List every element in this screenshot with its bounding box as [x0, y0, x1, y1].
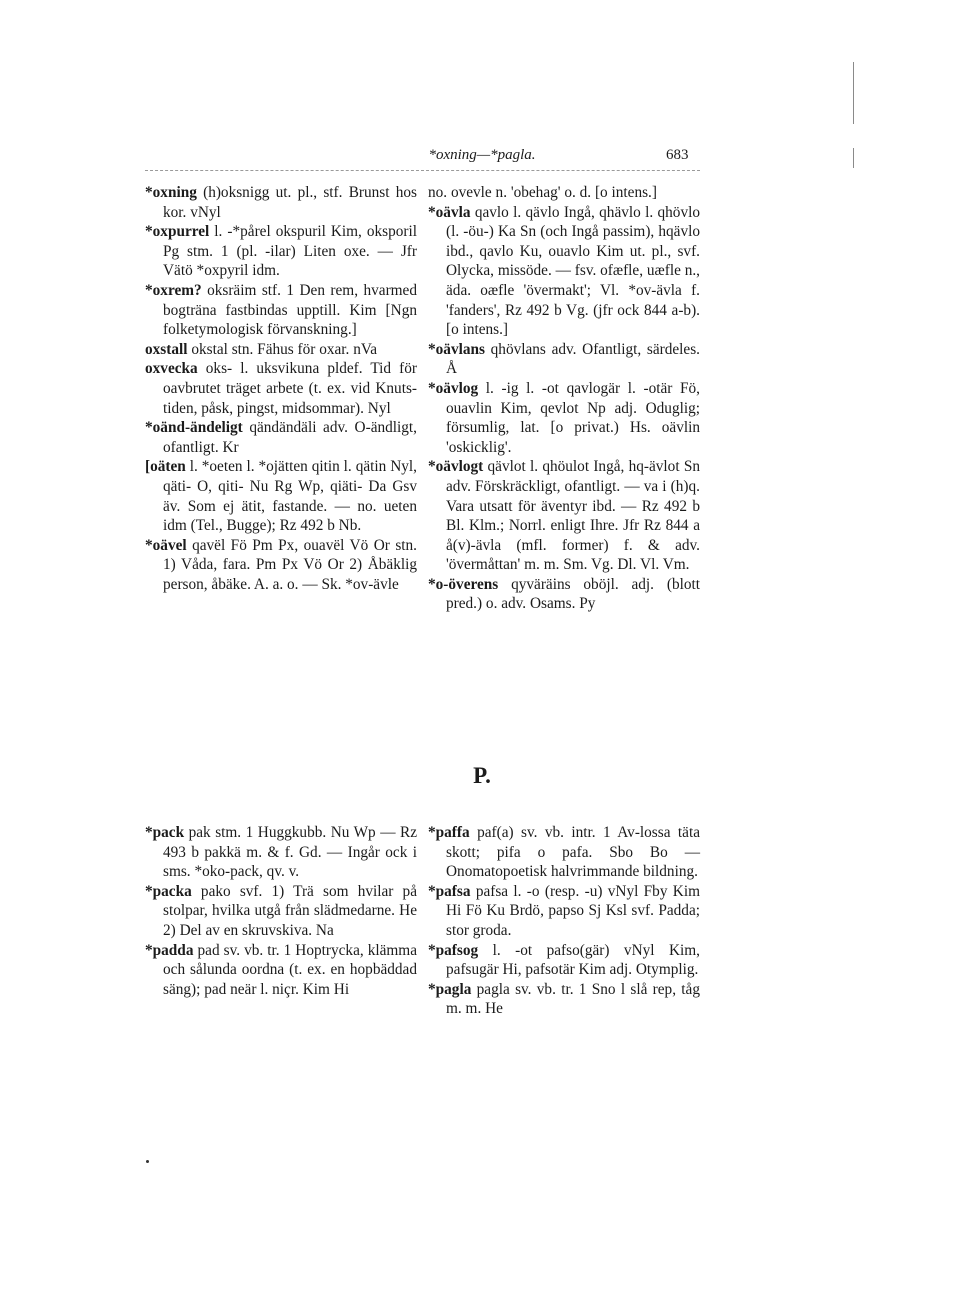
entry-definition: l. -ot pafso(gär) vNyl Kim, pafsugär Hi, pafsotär Kim adj. Otymplig. [446, 941, 700, 979]
dictionary-entry [428, 379, 700, 457]
entry-headword: *oxrem? [145, 281, 202, 299]
entry-definition: pad sv. vb. tr. 1 Hoptrycka, klämma och sålunda oordna (t. ex. en hopbäddad säng); pad neär l. niçr. Kim Hi [163, 941, 417, 998]
entry-definition: l. -*pårel okspuril Kim, oksporil Pg stm. 1 (pl. -ilar) Liten oxe. — Jfr Vätö *oxpyril idm. [163, 223, 417, 280]
entry-headword: *oävlog [428, 379, 479, 397]
entry-definition: qyväräins oböjl. adj. (blott pred.) o. adv. Osams. Py [446, 575, 700, 613]
column-left-p [145, 823, 417, 999]
entry-definition: pako svf. 1) Trä som hvilar på stolpar, hvilka utgå från slädmedarne. He 2) Del av en skruvskiva. Na [163, 882, 417, 939]
entry-headword: *oxning [145, 184, 197, 201]
edge-mark-lower [853, 148, 854, 168]
dictionary-entry [145, 823, 417, 882]
dictionary-entry [145, 457, 417, 535]
dictionary-entry [145, 359, 417, 418]
section-letter-heading: P. [473, 763, 491, 788]
running-header-title: *oxning—*pagla. [428, 147, 536, 163]
header-rule [145, 170, 700, 171]
entry-definition: no. ovevle n. 'obehag' o. d. [o intens.] [428, 184, 657, 201]
dictionary-entry [145, 340, 417, 360]
entry-headword: *oävel [145, 536, 187, 554]
entry-definition: l. *oeten l. *ojätten qitin l. qätin Nyl, qäti- O, qiti- Nu Rg Wp, qiäti- Da Gsv äv. Som ej ätit, fastande. — no. ueten idm (Tel., Bugge); Rz 492 b Nb. [163, 458, 417, 535]
entry-definition: pafsa l. -o (resp. -u) vNyl Fby Kim Hi Fö Ku Brdö, papso Sj Ksl svf. Padda; stor groda. [446, 882, 700, 939]
entry-headword: *oävlans [428, 340, 485, 358]
dictionary-entry [428, 980, 700, 1019]
entry-headword: *padda [145, 941, 194, 959]
entry-headword: oxvecka [145, 360, 198, 378]
entry-headword: [oäten [145, 458, 186, 476]
entry-definition: oksräim stf. 1 Den rem, hvarmed bogträna fastbindas upptill. Kim [Ngn folketymologisk förvanskning.] [163, 281, 417, 339]
dictionary-entry [145, 183, 417, 222]
page-number: 683 [666, 147, 689, 163]
column-right-p [428, 823, 700, 1019]
entry-headword: *paffa [428, 824, 470, 841]
dictionary-entry [428, 823, 700, 882]
dictionary-entry [145, 882, 417, 941]
entry-definition: okstal stn. Fähus för oxar. nVa [187, 340, 377, 358]
dictionary-entry [428, 457, 700, 575]
column-left-top [145, 183, 417, 594]
dictionary-entry [428, 575, 700, 614]
entry-definition: qändändäli adv. O-ändligt, ofantligt. Kr [163, 419, 417, 456]
entry-definition: qhövlans adv. Ofantligt, särdeles. Å [446, 340, 700, 378]
entry-definition: oks- l. uksvikuna pldef. Tid för oavbrutet träget arbete (t. ex. vid Knuts-tiden, påsk, pingst, midsommar). Nyl [163, 360, 417, 417]
entry-headword: *pafsog [428, 941, 479, 959]
dictionary-entry [145, 941, 417, 1000]
entry-definition: qavël Fö Pm Px, ouavël Vö Or stn. 1) Våda, fara. Pm Px Vö Or 2) Åbäklig person, åbäke. A. a. o. — Sk. *ov-ävle [163, 536, 417, 593]
dictionary-entry [428, 203, 700, 340]
entry-definition: pagla sv. vb. tr. 1 Sno l slå rep, tåg m. m. He [446, 980, 700, 1018]
dictionary-entry [145, 222, 417, 281]
entry-headword: *oävla [428, 203, 471, 221]
edge-mark-top [853, 62, 854, 124]
entry-definition: (h)oksnigg ut. pl., stf. Brunst hos kor. vNyl [163, 184, 417, 221]
entry-definition: l. -ig l. -ot qavlogär l. -otär Fö, ouavlin Kim, qevlot Np adj. Oduglig; försumlig, lat. [o privat.) Hs. oävlin 'oskicklig'. [446, 379, 700, 456]
dictionary-entry [428, 941, 700, 980]
stray-mark [146, 1160, 149, 1163]
entry-headword: *o-överens [428, 575, 499, 593]
entry-headword: *oxpurrel [145, 223, 210, 241]
dictionary-entry [428, 340, 700, 379]
dictionary-entry [145, 418, 417, 457]
entry-headword: oxstall [145, 340, 188, 358]
entry-headword: *oävlogt [428, 458, 484, 476]
entry-definition: paf(a) sv. vb. intr. 1 Av-lossa täta skott; pifa o pafa. Sbo Bo — Onomatopoetisk halvrimmande bildning. [446, 824, 700, 881]
dictionary-entry [428, 882, 700, 941]
entry-headword: *pagla [428, 980, 472, 998]
dictionary-entry [428, 183, 700, 203]
dictionary-entry [145, 281, 417, 340]
entry-headword: *pack [145, 824, 185, 841]
entry-headword: *oänd-ändeligt [145, 419, 243, 437]
entry-definition: qävlot l. qhöulot Ingå, hq-ävlot Sn adv. Förskräckligt, ofantligt. — va i (h)q. Vara utsatt för äventyr ibd. — Rz 492 b Bl. Klm.; Norrl. enligt Ihre. Jfr Rz 844 a å(v)-ävla (mfl. former) f. & adv. 'övermåttan' m. m. Sm. Vg. Dl. Vl. Vm. [446, 458, 700, 574]
column-right-top [428, 183, 700, 614]
entry-headword: *pafsa [428, 882, 471, 900]
entry-definition: qavlo l. qävlo Ingå, qhävlo l. qhövlo (l. -öu-) Ka Sn (och Ingå passim), hqävlo ibd., qavlo Ku, ouavlo Kim ut. pl., svf. Olycka, missöde. — fsv. ofæfle, uæfle n., äda. oæfle 'övermakt'; Vl. *ov-ävla f. 'fanders', Rz 492 b Vg. (jfr ock 844 a-b). [o intens.] [446, 203, 700, 339]
entry-definition: pak stm. 1 Huggkubb. Nu Wp — Rz 493 b pakkä m. & f. Gd. — Ingår ock i sms. *oko-pack, qv. v. [163, 824, 417, 881]
dictionary-entry [145, 536, 417, 595]
entry-headword: *packa [145, 882, 192, 900]
